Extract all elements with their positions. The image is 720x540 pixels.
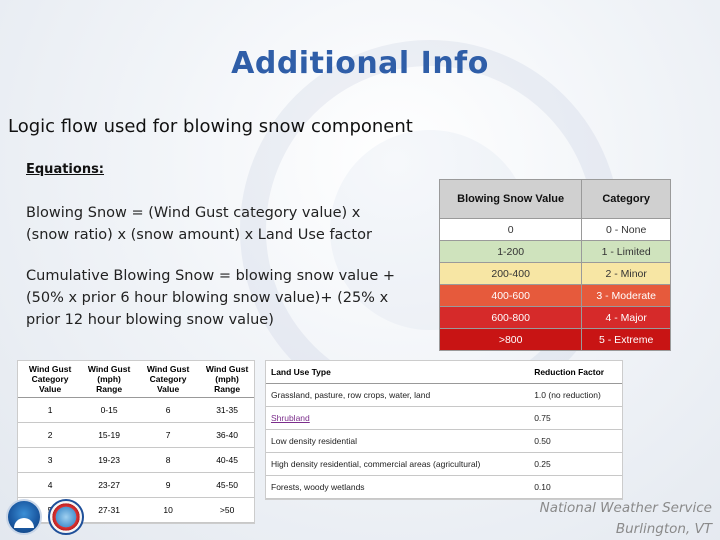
table-row xyxy=(266,384,622,407)
gust-category-cell: 10 xyxy=(136,498,200,523)
gust-category-cell: 2 xyxy=(18,423,82,448)
table-row xyxy=(440,263,671,285)
category-cell: 4 - Major xyxy=(582,307,671,329)
land-use-table xyxy=(266,361,622,499)
blowing-snow-value-cell: 0 xyxy=(440,219,582,241)
footer-location: Burlington, VT xyxy=(615,521,712,537)
nws-logo-icon xyxy=(48,499,84,535)
gust-range-cell: 27-31 xyxy=(82,498,136,523)
table-row xyxy=(440,241,671,263)
table-row xyxy=(266,407,622,430)
category-cell: 5 - Extreme xyxy=(582,329,671,351)
page-subtitle: Logic flow used for blowing snow component xyxy=(8,116,413,137)
gust-category-cell: 3 xyxy=(18,448,82,473)
blowing-snow-value-cell: 400-600 xyxy=(440,285,582,307)
blowing-snow-equation: Blowing Snow = (Wind Gust category value) x (snow ratio) x (snow amount) x Land Use factor xyxy=(26,205,372,243)
blowing-snow-category-table xyxy=(439,179,671,351)
gust-range-cell: 45-50 xyxy=(200,473,254,498)
gust-range-cell: 31-35 xyxy=(200,398,254,423)
land-use-type-cell: Shrubland xyxy=(266,407,529,430)
header-land-use-type: Land Use Type xyxy=(266,361,529,384)
equations-heading: Equations: xyxy=(26,162,105,177)
blowing-snow-value-cell: 1-200 xyxy=(440,241,582,263)
header-gust-range: Wind Gust (mph) Range xyxy=(82,361,136,398)
gust-range-cell: 19-23 xyxy=(82,448,136,473)
table-header-row xyxy=(18,361,254,398)
category-cell: 1 - Limited xyxy=(582,241,671,263)
gust-range-cell: >50 xyxy=(200,498,254,523)
category-cell: 3 - Moderate xyxy=(582,285,671,307)
land-use-type-cell: High density residential, commercial areas (agricultural) xyxy=(266,453,529,476)
reduction-factor-cell: 0.25 xyxy=(529,453,622,476)
table-header-row xyxy=(440,180,671,219)
header-blowing-snow-value: Blowing Snow Value xyxy=(440,180,582,219)
gust-category-cell: 8 xyxy=(136,448,200,473)
land-use-type-cell: Low density residential xyxy=(266,430,529,453)
table-row xyxy=(266,430,622,453)
blowing-snow-value-cell: 600-800 xyxy=(440,307,582,329)
table-row xyxy=(440,329,671,351)
reduction-factor-cell: 0.10 xyxy=(529,476,622,499)
table-row xyxy=(18,398,254,423)
land-use-type-cell: Forests, woody wetlands xyxy=(266,476,529,499)
table-header-row xyxy=(266,361,622,384)
header-gust-range-2: Wind Gust (mph) Range xyxy=(200,361,254,398)
table-row xyxy=(266,453,622,476)
reduction-factor-cell: 0.50 xyxy=(529,430,622,453)
table-row xyxy=(18,448,254,473)
land-use-type-cell: Grassland, pasture, row crops, water, land xyxy=(266,384,529,407)
gust-range-cell: 15-19 xyxy=(82,423,136,448)
gust-range-cell: 23-27 xyxy=(82,473,136,498)
gust-category-cell: 4 xyxy=(18,473,82,498)
reduction-factor-cell: 0.75 xyxy=(529,407,622,430)
category-cell: 2 - Minor xyxy=(582,263,671,285)
gust-category-cell: 7 xyxy=(136,423,200,448)
table-row xyxy=(440,219,671,241)
blowing-snow-value-cell: 200-400 xyxy=(440,263,582,285)
gust-category-cell: 6 xyxy=(136,398,200,423)
blowing-snow-value-cell: >800 xyxy=(440,329,582,351)
footer-organization: National Weather Service xyxy=(539,500,712,516)
wind-gust-table xyxy=(18,361,254,523)
gust-category-cell: 9 xyxy=(136,473,200,498)
header-gust-category-value: Wind Gust Category Value xyxy=(18,361,82,398)
page-title: Additional Info xyxy=(231,46,489,81)
header-category: Category xyxy=(582,180,671,219)
gust-range-cell: 36-40 xyxy=(200,423,254,448)
table-row xyxy=(440,307,671,329)
category-cell: 0 - None xyxy=(582,219,671,241)
cumulative-blowing-snow-equation: Cumulative Blowing Snow = blowing snow value + (50% x prior 6 hour blowing snow value)+ (25% x prior 12 hour blowing snow value) xyxy=(26,268,396,328)
footer xyxy=(540,498,712,540)
header-gust-category-value-2: Wind Gust Category Value xyxy=(136,361,200,398)
gust-category-cell: 1 xyxy=(18,398,82,423)
table-row xyxy=(18,473,254,498)
header-reduction-factor: Reduction Factor xyxy=(529,361,622,384)
table-row xyxy=(266,476,622,499)
gust-range-cell: 0-15 xyxy=(82,398,136,423)
gust-range-cell: 40-45 xyxy=(200,448,254,473)
table-row xyxy=(440,285,671,307)
table-row xyxy=(18,423,254,448)
noaa-logo-icon xyxy=(6,499,42,535)
reduction-factor-cell: 1.0 (no reduction) xyxy=(529,384,622,407)
